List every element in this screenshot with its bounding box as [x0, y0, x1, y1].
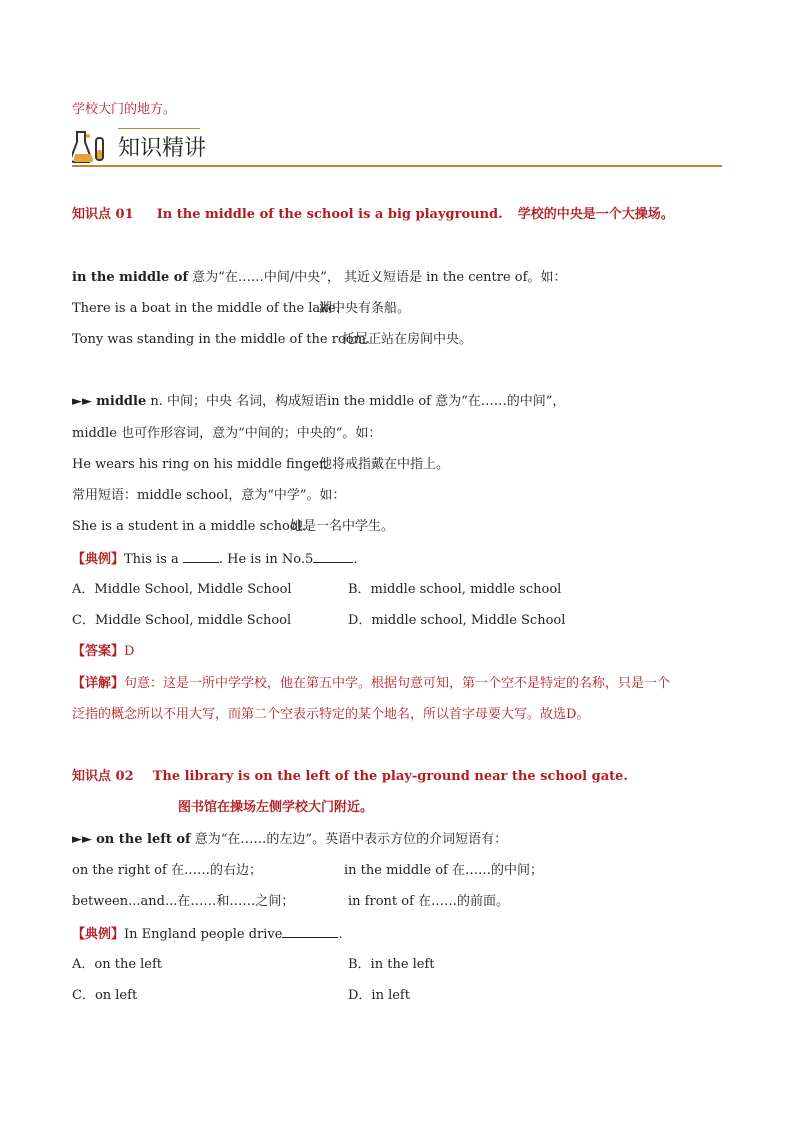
question-text: . He is in No.5 [218, 552, 314, 567]
answer-value: D [124, 644, 135, 659]
kp1-example-3 [72, 456, 450, 474]
option-a: A．Middle School, Middle School [72, 582, 292, 597]
kp2-sentence: The library is on the left of the play-ground near the school gate. [152, 769, 628, 784]
example-en: He wears his ring on his middle finger. [72, 457, 329, 472]
phrase-item: in the middle of 在……的中间； [344, 863, 543, 878]
example-en: She is a student in a middle school. [72, 519, 306, 534]
kp1-word: middle [96, 394, 147, 409]
example-cn: 她是一名中学生。 [290, 519, 395, 534]
kp1-example-4 [72, 518, 395, 536]
kp2-options-row-2 [72, 987, 410, 1005]
kp2-translation: 图书馆在操场左侧学校大门附近。 [178, 800, 374, 815]
question-text: In England people drive [124, 927, 283, 942]
kp1-example-1 [72, 300, 411, 318]
arrows-icon: ►► [72, 832, 92, 847]
kp1-answer [72, 643, 134, 661]
kp1-example-question [72, 550, 357, 569]
answer-blank [313, 550, 353, 563]
example-en: There is a boat in the middle of the lake. [72, 301, 340, 316]
option-b: B．middle school, middle school [348, 582, 562, 597]
option-d: D．in left [348, 988, 410, 1003]
kp2-pairs-row-2 [72, 893, 510, 911]
kp2-options-row-1 [72, 956, 435, 974]
kp1-options-row-2 [72, 612, 566, 630]
question-text: . [338, 927, 343, 942]
kp1-example-2 [72, 331, 473, 349]
kp1-options-row-1 [72, 581, 562, 599]
example-tag: 【典例】 [72, 552, 125, 567]
kp2-heading [72, 768, 628, 786]
example-cn: 托尼正站在房间中央。 [342, 332, 473, 347]
answer-tag: 【答案】 [72, 644, 125, 659]
lab-flask-icon [72, 128, 110, 164]
question-text: This is a [124, 552, 183, 567]
kp1-def-phrase: in the middle of [72, 270, 189, 285]
kp2-phrase-text: 意为“在……的左边”。英语中表示方位的介词短语有： [190, 832, 508, 847]
kp1-translation: 学校的中央是一个大操场。 [517, 207, 674, 222]
kp1-detail-2: 泛指的概念所以不用大写，而第二个空表示特定的某个地名，所以首字母要大写。故选D。 [72, 707, 590, 722]
option-b: B．in the left [348, 957, 435, 972]
example-en: Tony was standing in the middle of the room. [72, 332, 371, 347]
option-c: C．on left [72, 988, 138, 1003]
kp1-adj-text: middle 也可作形容词，意为“中间的；中央的”。如： [72, 426, 382, 441]
example-cn: 湖中央有条船。 [319, 301, 411, 316]
kp1-phrase-text: 常用短语：middle school，意为“中学”。如： [72, 488, 346, 503]
answer-blank [183, 550, 219, 563]
arrows-icon: ►► [72, 394, 92, 409]
kp2-pairs-row-1 [72, 862, 543, 880]
option-a: A．on the left [72, 957, 163, 972]
header-accent-rule [118, 128, 200, 129]
question-text: . [353, 552, 358, 567]
kp1-definition [72, 269, 566, 287]
kp1-word-entry [72, 393, 565, 411]
kp1-label: 知识点 01 [72, 207, 134, 222]
kp1-detail-1 [72, 675, 670, 693]
option-d: D．middle school, Middle School [348, 613, 566, 628]
kp1-word-text: n. 中间；中央 名词，构成短语in the middle of 意为“在……的中间”， [146, 394, 566, 409]
phrase-item: in front of 在……的前面。 [348, 894, 510, 909]
kp1-sentence: In the middle of the school is a big playground. [156, 207, 503, 222]
kp2-phrase: on the left of [96, 832, 191, 847]
kp1-heading [72, 206, 674, 224]
example-cn: 他将戒指戴在中指上。 [319, 457, 450, 472]
kp2-label: 知识点 02 [72, 769, 134, 784]
example-tag: 【典例】 [72, 927, 125, 942]
detail-tag: 【详解】 [72, 676, 125, 691]
answer-blank [282, 925, 338, 938]
option-c: C．Middle School, middle School [72, 613, 292, 628]
phrase-item: on the right of 在……的右边； [72, 863, 262, 878]
kp2-phrase-entry [72, 831, 507, 849]
kp2-example-question [72, 925, 343, 944]
top-fragment: 学校大门的地方。 [72, 102, 177, 117]
phrase-item: between...and...在……和……之间； [72, 894, 295, 909]
header-rule [72, 165, 722, 167]
detail-text: 句意：这是一所中学学校，他在第五中学。根据句意可知，第一个空不是特定的名称，只是一个 [124, 676, 671, 691]
section-title: 知识精讲 [118, 136, 207, 161]
kp1-def-text: 意为“在……中间/中央”， 其近义短语是 in the centre of。如： [188, 270, 567, 285]
